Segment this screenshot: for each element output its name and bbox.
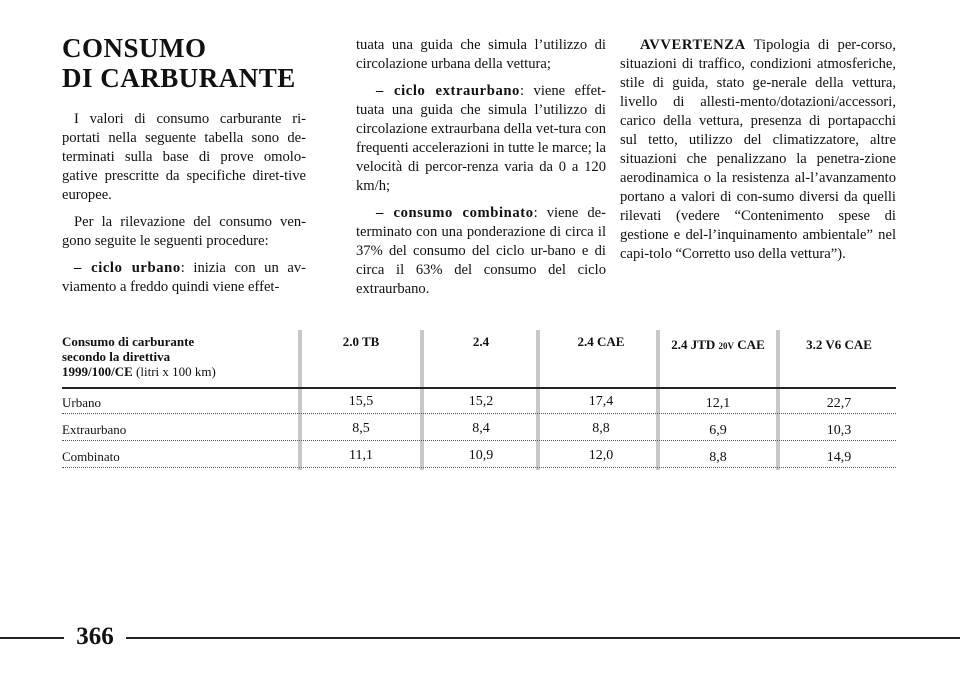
row-label-urbano: Urbano	[62, 395, 101, 410]
row-divider	[62, 413, 896, 414]
combined-consumption-term: – consumo combinato	[376, 205, 534, 221]
text-column-3	[620, 36, 896, 272]
column-divider	[656, 330, 660, 470]
cell-combinato-2-0-tb: 11,1	[349, 448, 373, 463]
text-column-1	[62, 110, 306, 305]
urban-cycle-text: : inizia con un av-viamento a freddo quindi viene effet-	[62, 260, 306, 295]
cell-combinato-2-4-jtd-cae: 8,8	[709, 450, 727, 465]
footer-rule-right	[126, 637, 960, 639]
units-label: (litri x 100 km)	[132, 364, 216, 379]
cell-extraurbano-2-4-cae: 8,8	[592, 421, 610, 436]
directive-code: 1999/100/CE	[62, 364, 133, 379]
extraurban-cycle-paragraph	[356, 82, 606, 196]
combined-consumption-text: : viene de-terminato con una ponderazione di circa il 37% del consumo del ciclo ur-bano e di circa il 63% del consumo del ciclo extraurbano.	[356, 205, 606, 297]
header-line-3	[62, 364, 292, 379]
title-line-1: CONSUMO	[62, 33, 207, 63]
header-line-2: secondo la direttiva	[62, 349, 171, 364]
cell-extraurbano-3-2-v6-cae: 10,3	[826, 423, 852, 438]
header-rule	[62, 387, 896, 389]
table-header-label	[62, 334, 292, 379]
column-divider	[776, 330, 780, 470]
cell-urbano-2-0-tb: 15,5	[348, 394, 374, 409]
column-header-2-4: 2.4	[472, 334, 490, 349]
cell-urbano-2-4-jtd-cae: 12,1	[705, 396, 731, 411]
intro-paragraph: I valori di consumo carburante ri-portati nella seguente tabella sono de-terminati sulla base di prove omolo-gative prescritte da specifiche diret-tive europee.	[62, 111, 306, 203]
title-line-2: DI CARBURANTE	[62, 63, 296, 93]
cell-extraurbano-2-4-jtd-cae: 6,9	[709, 423, 727, 438]
column-header-2-4-jtd-cae: 2.4 JTD 20V CAE	[671, 337, 765, 352]
row-label-extraurbano: Extraurbano	[62, 422, 127, 437]
cell-combinato-2-4-cae: 12,0	[588, 448, 614, 463]
cell-combinato-2-4: 10,9	[468, 448, 494, 463]
warning-text: Tipologia di per-corso, situazioni di traffico, condizioni atmosferiche, stile di guida, stato ge-nerale della vettura, livello di allesti-mento/dotazioni/accessori, carico della vettura, presenza di portapacchi sul tetto, utilizzo del climatizzatore, altre situazioni che penalizzano la penetra-zione aerodinamica o la resistenza al-l’avanzamento portano a valori di con-sumo diversi da quelli rilevati (vedere “Contenimento spese di gestione e del-l’inquinamento ambientale” nel capi-tolo “Corretto uso della vettura”).	[620, 37, 896, 262]
row-divider	[62, 440, 896, 441]
cell-urbano-2-4-cae: 17,4	[588, 394, 614, 409]
cell-urbano-3-2-v6-cae: 22,7	[826, 396, 852, 411]
urban-cycle-term: – ciclo urbano	[74, 260, 181, 276]
row-divider	[62, 467, 896, 468]
fuel-consumption-table	[62, 330, 896, 470]
cell-extraurbano-2-4: 8,4	[472, 421, 490, 436]
cell-extraurbano-2-0-tb: 8,5	[352, 421, 370, 436]
column-divider	[420, 330, 424, 470]
column-header-2-0-tb: 2.0 TB	[342, 334, 380, 349]
procedure-intro-paragraph: Per la rilevazione del consumo ven-gono seguite le seguenti procedure:	[62, 214, 306, 249]
warning-paragraph	[620, 36, 896, 264]
column-header-3-2-v6-cae: 3.2 V6 CAE	[806, 337, 872, 352]
urban-cycle-continuation: tuata una guida che simula l’utilizzo di circolazione urbana della vettura;	[356, 37, 606, 72]
column-divider	[298, 330, 302, 470]
footer-rule-left	[0, 637, 64, 639]
cell-urbano-2-4: 15,2	[468, 394, 494, 409]
header-line-1: Consumo di carburante	[62, 334, 195, 349]
urban-cycle-paragraph	[62, 259, 306, 297]
warning-term: AVVERTENZA	[640, 37, 746, 53]
extraurban-cycle-term: – ciclo extraurbano	[376, 83, 520, 99]
extraurban-cycle-text: : viene effet-tuata una guida che simula l’utilizzo di circolazione extraurbana della vet-tura con frequenti accelerazioni in tutte le marce; la velocità di percor-renza varia da 0 a 120 km/h;	[356, 83, 606, 194]
text-column-2	[356, 36, 606, 307]
column-header-2-4-cae: 2.4 CAE	[577, 334, 625, 349]
row-label-combinato: Combinato	[62, 449, 120, 464]
cell-combinato-3-2-v6-cae: 14,9	[826, 450, 852, 465]
page-title	[62, 33, 296, 93]
column-divider	[536, 330, 540, 470]
page-number: 366	[76, 623, 114, 650]
combined-consumption-paragraph	[356, 204, 606, 299]
